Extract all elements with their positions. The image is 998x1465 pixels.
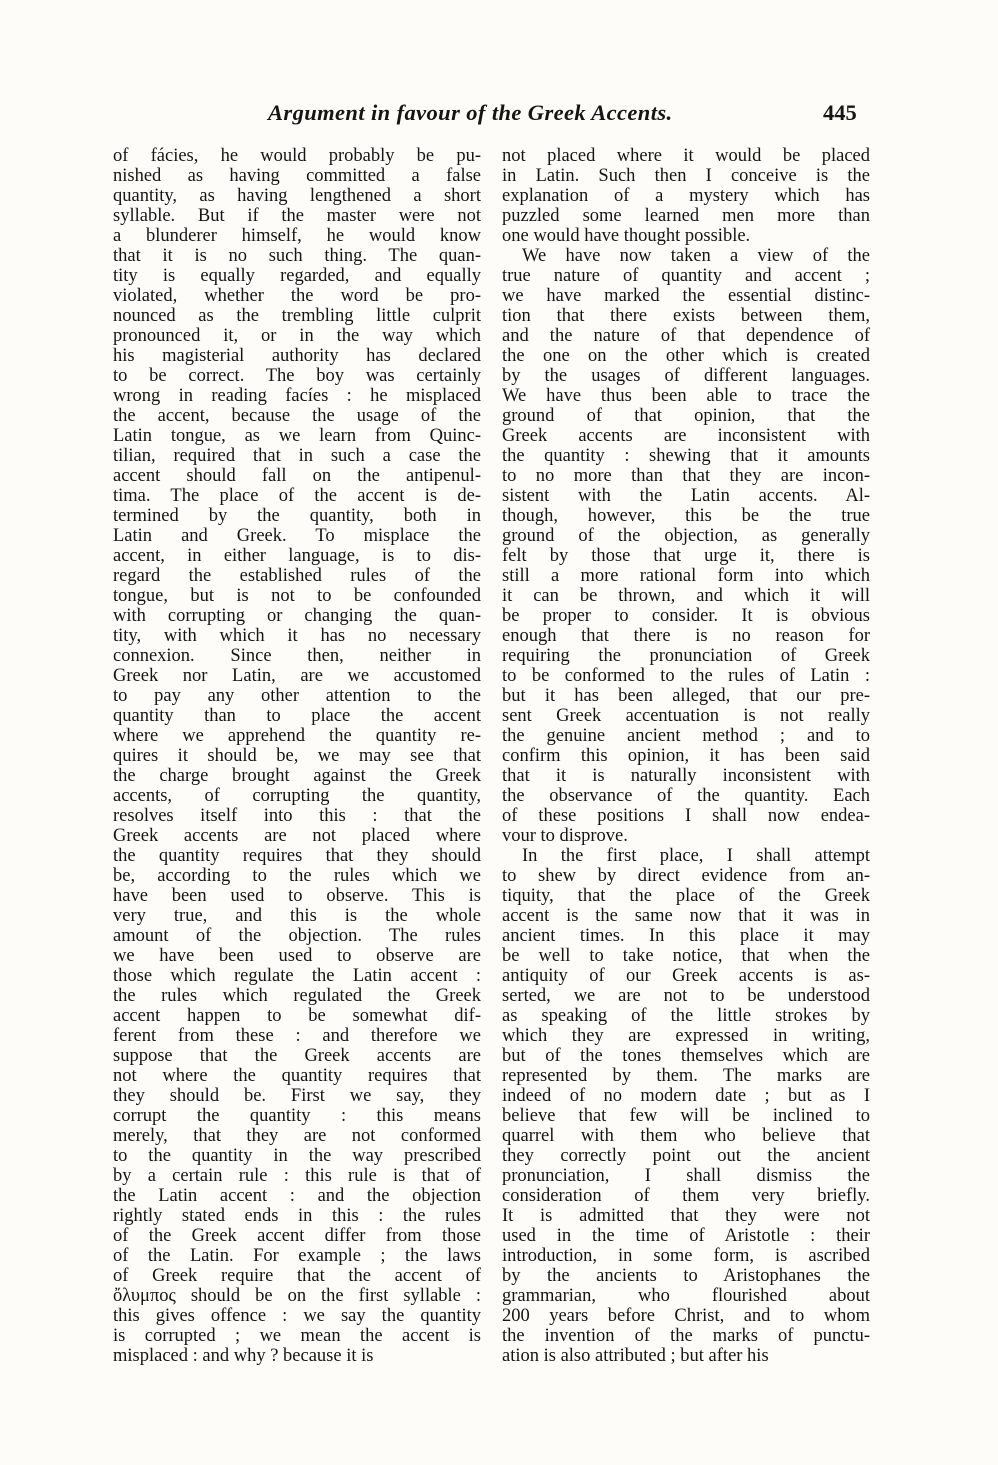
text-line: regard the established rules of the <box>113 566 481 586</box>
text-line: be proper to consider. It is obvious <box>502 606 870 626</box>
text-line: but it has been alleged, that our pre- <box>502 686 870 706</box>
text-line: quantity, as having lengthened a short <box>113 186 481 206</box>
text-line: explanation of a mystery which has <box>502 186 870 206</box>
text-line: 200 years before Christ, and to whom <box>502 1306 870 1326</box>
text-line: nished as having committed a false <box>113 166 481 186</box>
text-line: to be correct. The boy was certainly <box>113 366 481 386</box>
text-line: the quantity requires that they should <box>113 846 481 866</box>
text-line: with corrupting or changing the quan- <box>113 606 481 626</box>
text-line: and the nature of that dependence of <box>502 326 870 346</box>
text-line: tiquity, that the place of the Greek <box>502 886 870 906</box>
text-line: quarrel with them who believe that <box>502 1126 870 1146</box>
text-line: the rules which regulated the Greek <box>113 986 481 1006</box>
text-line: We have thus been able to trace the <box>502 386 870 406</box>
text-line: rightly stated ends in this : the rules <box>113 1206 481 1226</box>
text-line: by the ancients to Aristophanes the <box>502 1266 870 1286</box>
text-line: used in the time of Aristotle : their <box>502 1226 870 1246</box>
text-line: ferent from these : and therefore we <box>113 1026 481 1046</box>
text-line: that it is no such thing. The quan- <box>113 246 481 266</box>
text-line: syllable. But if the master were not <box>113 206 481 226</box>
text-line: in Latin. Such then I conceive is the <box>502 166 870 186</box>
text-line: the observance of the quantity. Each <box>502 786 870 806</box>
text-line: requiring the pronunciation of Greek <box>502 646 870 666</box>
text-line: the Latin accent : and the objection <box>113 1186 481 1206</box>
text-line: violated, whether the word be pro- <box>113 286 481 306</box>
text-line: termined by the quantity, both in <box>113 506 481 526</box>
text-line: Latin and Greek. To misplace the <box>113 526 481 546</box>
text-line: ation is also attributed ; but after his <box>502 1346 769 1366</box>
text-line: believe that few will be inclined to <box>502 1106 870 1126</box>
text-line: Greek accents are not placed where <box>113 826 481 846</box>
text-line: his magisterial authority has declared <box>113 346 481 366</box>
text-line: connexion. Since then, neither in <box>113 646 481 666</box>
text-line: is corrupted ; we mean the accent is <box>113 1326 481 1346</box>
text-line: Latin tongue, as we learn from Quinc- <box>113 426 481 446</box>
text-line: quantity than to place the accent <box>113 706 481 726</box>
text-line: pronunciation, I shall dismiss the <box>502 1166 870 1186</box>
text-line: serted, we are not to be understood <box>502 986 870 1006</box>
text-line: not placed where it would be placed <box>502 146 870 166</box>
text-line: have been used to observe. This is <box>113 886 481 906</box>
text-line: We have now taken a view of the <box>522 246 870 266</box>
text-line: accent is the same now that it was in <box>502 906 870 926</box>
text-line: we have been used to observe are <box>113 946 481 966</box>
text-line: the one on the other which is created <box>502 346 870 366</box>
text-line: corrupt the quantity : this means <box>113 1106 481 1126</box>
text-line: consideration of them very briefly. <box>502 1186 870 1206</box>
text-line: sent Greek accentuation is not really <box>502 706 870 726</box>
text-line: the quantity : shewing that it amounts <box>502 446 870 466</box>
text-line: those which regulate the Latin accent : <box>113 966 481 986</box>
text-line: of the Greek accent differ from those <box>113 1226 481 1246</box>
text-line: amount of the objection. The rules <box>113 926 481 946</box>
text-line: tity, with which it has no necessary <box>113 626 481 646</box>
text-line: antiquity of our Greek accents is as- <box>502 966 870 986</box>
text-line: which they are expressed in writing, <box>502 1026 870 1046</box>
text-line: ground of the objection, as generally <box>502 526 870 546</box>
text-line: In the first place, I shall attempt <box>522 846 870 866</box>
text-line: by the usages of different languages. <box>502 366 870 386</box>
text-line: suppose that the Greek accents are <box>113 1046 481 1066</box>
text-line: puzzled some learned men more than <box>502 206 870 226</box>
text-line: It is admitted that they were not <box>502 1206 870 1226</box>
text-line: accent should fall on the antipenul- <box>113 466 481 486</box>
text-line: to the quantity in the way prescribed <box>113 1146 481 1166</box>
right-column <box>502 146 870 1366</box>
text-line: enough that there is no reason for <box>502 626 870 646</box>
text-line: tion that there exists between them, <box>502 306 870 326</box>
text-line: of Greek require that the accent of <box>113 1266 481 1286</box>
text-line: to pay any other attention to the <box>113 686 481 706</box>
text-line: still a more rational form into which <box>502 566 870 586</box>
text-line: introduction, in some form, is ascribed <box>502 1246 870 1266</box>
text-line: accent, in either language, is to dis- <box>113 546 481 566</box>
text-line: be well to take notice, that when the <box>502 946 870 966</box>
text-line: to be conformed to the rules of Latin : <box>502 666 870 686</box>
text-line: we have marked the essential distinc- <box>502 286 870 306</box>
text-line: of the Latin. For example ; the laws <box>113 1246 481 1266</box>
text-line: accents, of corrupting the quantity, <box>113 786 481 806</box>
text-line: but of the tones themselves which are <box>502 1046 870 1066</box>
text-line: they should be. First we say, they <box>113 1086 481 1106</box>
text-line: to no more than that they are incon- <box>502 466 870 486</box>
text-line: accent happen to be somewhat dif- <box>113 1006 481 1026</box>
text-line: this gives offence : we say the quantity <box>113 1306 481 1326</box>
text-line: represented by them. The marks are <box>502 1066 870 1086</box>
text-line: where we apprehend the quantity re- <box>113 726 481 746</box>
text-line: be, according to the rules which we <box>113 866 481 886</box>
text-line: not where the quantity requires that <box>113 1066 481 1086</box>
text-line: though, however, this be the true <box>502 506 870 526</box>
text-line: the accent, because the usage of the <box>113 406 481 426</box>
text-line: merely, that they are not conformed <box>113 1126 481 1146</box>
text-line: that it is naturally inconsistent with <box>502 766 870 786</box>
text-line: ὄλυμπος should be on the first syllable : <box>113 1286 481 1306</box>
text-line: as speaking of the little strokes by <box>502 1006 870 1026</box>
text-line: felt by those that urge it, there is <box>502 546 870 566</box>
text-line: they correctly point out the ancient <box>502 1146 870 1166</box>
text-line: very true, and this is the whole <box>113 906 481 926</box>
text-line: indeed of no modern date ; but as I <box>502 1086 870 1106</box>
text-line: grammarian, who flourished about <box>502 1286 870 1306</box>
text-line: confirm this opinion, it has been said <box>502 746 870 766</box>
text-line: Greek accents are inconsistent with <box>502 426 870 446</box>
running-head: Argument in favour of the Greek Accents. <box>268 100 673 125</box>
page-number: 445 <box>823 100 857 125</box>
text-line: Greek nor Latin, are we accustomed <box>113 666 481 686</box>
text-line: the invention of the marks of punctu- <box>502 1326 870 1346</box>
text-line: of fácies, he would probably be pu- <box>113 146 481 166</box>
text-line: a blunderer himself, he would know <box>113 226 481 246</box>
text-line: tima. The place of the accent is de- <box>113 486 481 506</box>
text-line: wrong in reading facíes : he misplaced <box>113 386 481 406</box>
text-line: tongue, but is not to be confounded <box>113 586 481 606</box>
text-line: sistent with the Latin accents. Al- <box>502 486 870 506</box>
text-line: quires it should be, we may see that <box>113 746 481 766</box>
text-line: of these positions I shall now endea- <box>502 806 870 826</box>
text-line: the genuine ancient method ; and to <box>502 726 870 746</box>
text-line: one would have thought possible. <box>502 226 751 246</box>
text-line: to shew by direct evidence from an- <box>502 866 870 886</box>
text-line: misplaced : and why ? because it is <box>113 1346 374 1366</box>
text-line: ground of that opinion, that the <box>502 406 870 426</box>
text-line: by a certain rule : this rule is that of <box>113 1166 481 1186</box>
text-line: the charge brought against the Greek <box>113 766 481 786</box>
text-line: ancient times. In this place it may <box>502 926 870 946</box>
text-line: true nature of quantity and accent ; <box>502 266 870 286</box>
text-line: it can be thrown, and which it will <box>502 586 870 606</box>
left-column <box>113 146 481 1366</box>
text-line: pronounced it, or in the way which <box>113 326 481 346</box>
text-line: nounced as the trembling little culprit <box>113 306 481 326</box>
text-line: vour to disprove. <box>502 826 628 846</box>
text-line: tilian, required that in such a case the <box>113 446 481 466</box>
text-line: tity is equally regarded, and equally <box>113 266 481 286</box>
text-line: resolves itself into this : that the <box>113 806 481 826</box>
